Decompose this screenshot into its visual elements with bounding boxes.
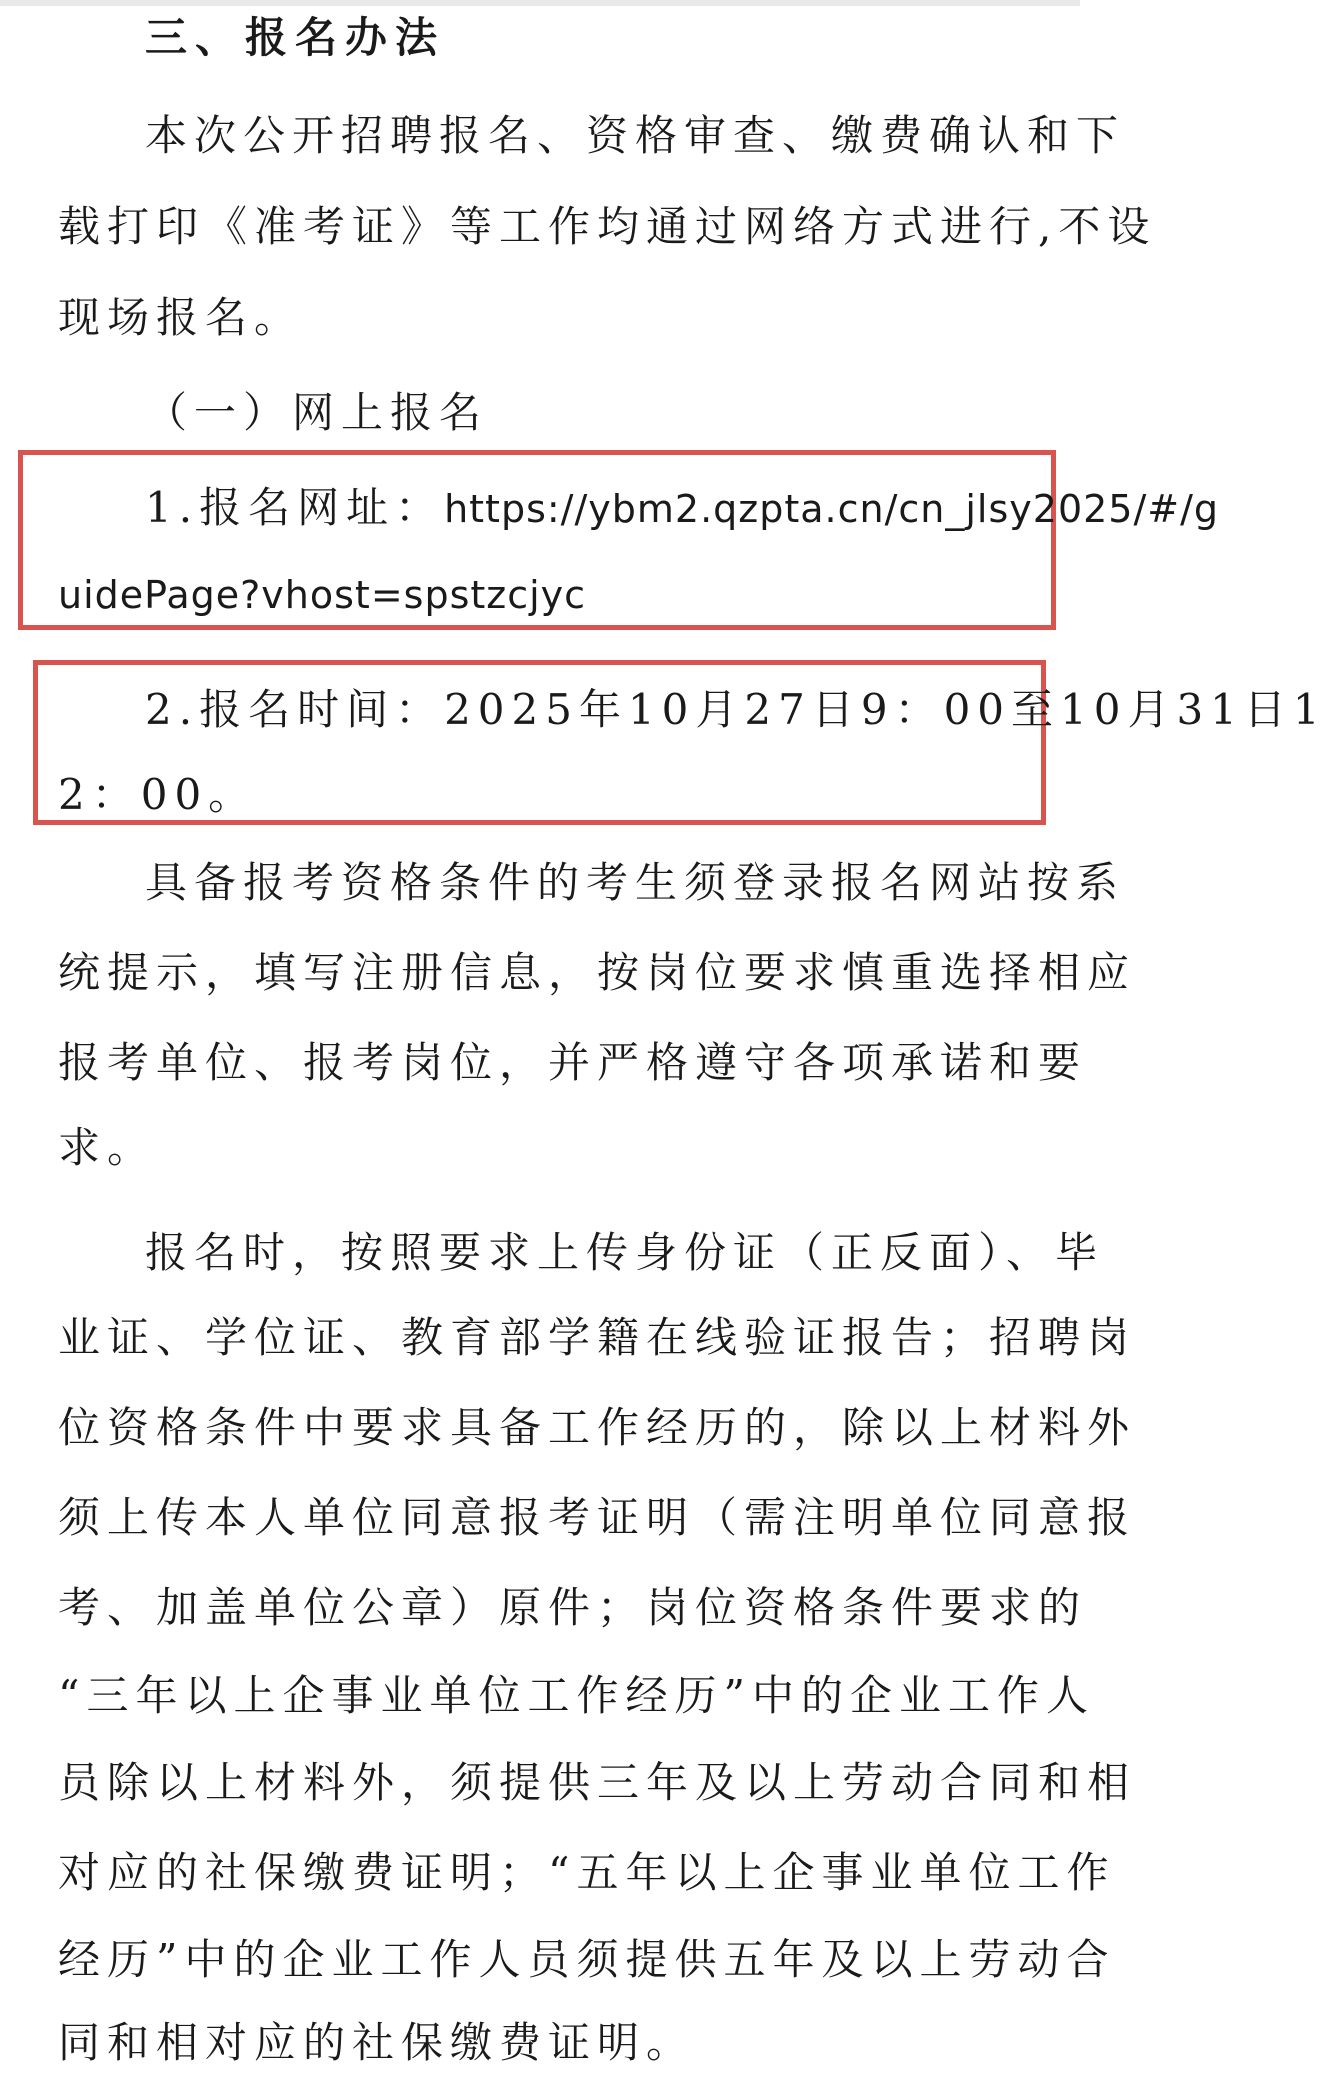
eligibility-line-4: 求。 — [58, 1123, 157, 1172]
subheading-online: （一）网上报名 — [145, 388, 489, 437]
section-heading: 三、报名办法 — [145, 13, 446, 62]
upload-line-4: 须上传本人单位同意报考证明（需注明单位同意报 — [58, 1493, 1137, 1542]
intro-line-3: 现场报名。 — [58, 293, 304, 342]
eligibility-line-3: 报考单位、报考岗位，并严格遵守各项承诺和要 — [58, 1038, 1088, 1087]
upload-line-2: 业证、学位证、教育部学籍在线验证报告；招聘岗 — [58, 1313, 1137, 1362]
upload-line-5: 考、加盖单位公章）原件；岗位资格条件要求的 — [58, 1583, 1088, 1632]
eligibility-line-1: 具备报考资格条件的考生须登录报名网站按系 — [145, 858, 1126, 907]
upload-line-7: 员除以上材料外，须提供三年及以上劳动合同和相 — [58, 1758, 1137, 1807]
upload-line-1: 报名时，按照要求上传身份证（正反面）、毕 — [145, 1228, 1105, 1277]
upload-line-3: 位资格条件中要求具备工作经历的，除以上材料外 — [58, 1403, 1137, 1452]
item1-line-1 — [145, 480, 1225, 537]
intro-line-2: 载打印《准考证》等工作均通过网络方式进行,不设 — [58, 202, 1157, 251]
item2-line-1: 2.报名时间：2025年10月27日9：00至10月31日1 — [145, 685, 1327, 734]
upload-line-8: 对应的社保缴费证明；“五年以上企事业单位工作 — [58, 1848, 1116, 1897]
registration-url-part1[interactable]: https://ybm2.qzpta.cn/cn_jlsy2025/#/g — [444, 487, 1220, 531]
eligibility-line-2: 统提示，填写注册信息，按岗位要求慎重选择相应 — [58, 948, 1137, 997]
upload-line-9: 经历”中的企业工作人员须提供五年及以上劳动合 — [58, 1935, 1116, 1984]
upload-line-6: “三年以上企事业单位工作经历”中的企业工作人 — [58, 1671, 1095, 1720]
item1-label: 1.报名网址： — [145, 483, 445, 532]
upload-line-10: 同和相对应的社保缴费证明。 — [58, 2018, 696, 2067]
registration-url-part2[interactable]: uidePage?vhost=spstzcjyc — [58, 573, 587, 617]
item2-line-2: 2：00。 — [58, 770, 258, 819]
intro-line-1: 本次公开招聘报名、资格审查、缴费确认和下 — [145, 111, 1126, 160]
top-strip — [0, 0, 1080, 6]
